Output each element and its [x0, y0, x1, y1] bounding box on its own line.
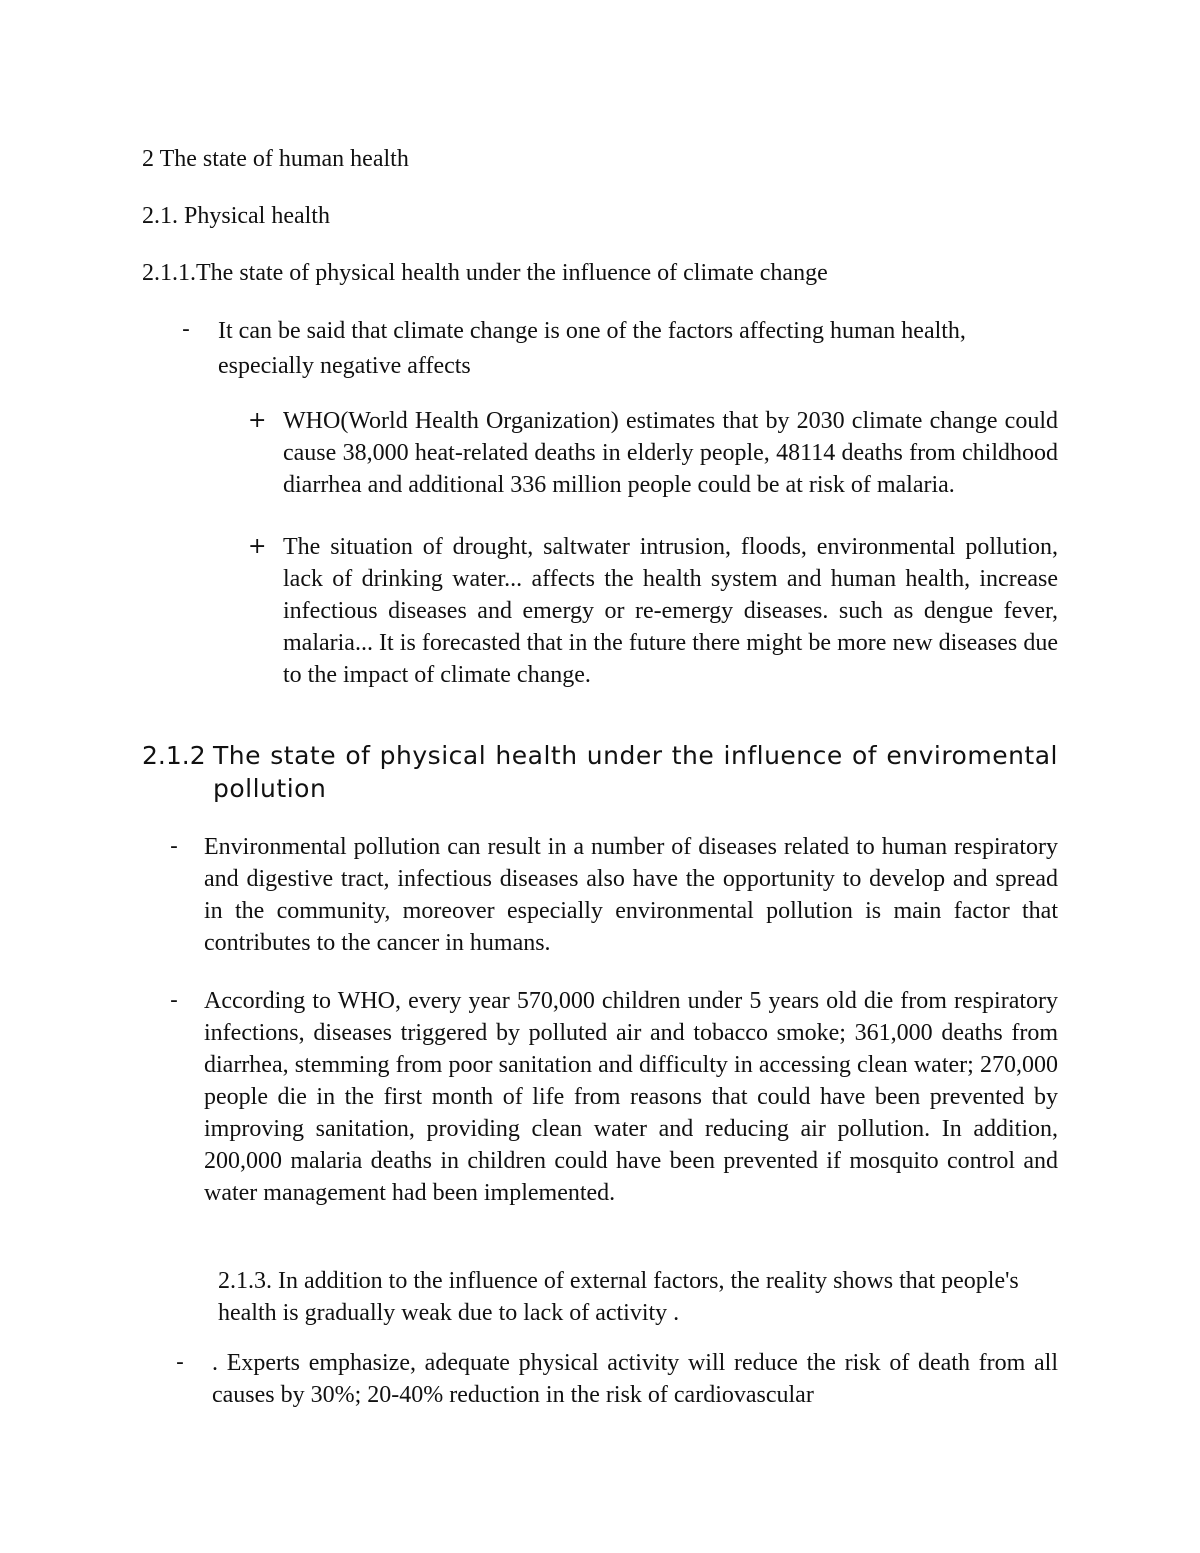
heading-section-2-1-1: 2.1.1.The state of physical health under the influence of climate change	[142, 260, 828, 286]
dash-bullet-marker: -	[170, 834, 178, 859]
dash-bullet-marker: -	[182, 317, 190, 342]
plus-bullet-marker: +	[248, 408, 267, 433]
who-child-deaths-paragraph: According to WHO, every year 570,000 children under 5 years old die from respiratory infections, diseases triggered by polluted air and tobacco smoke; 361,000 deaths from diarrhea, stemming from poor sanitation and difficulty in accessing clean water; 270,000 people die in the first month of life from reasons that could have been prevented by improving sanitation, providing clean water and reducing air pollution. In addition, 200,000 malaria deaths in children could have been prevented if mosquito control and water management had been implemented.	[204, 988, 1058, 1206]
who-estimate-paragraph: WHO(World Health Organization) estimates that by 2030 climate change could cause 38,000 heat-related deaths in elderly people, 48114 deaths from childhood diarrhea and additional 336 million people could be at risk of malaria.	[283, 408, 1058, 498]
climate-intro-paragraph: It can be said that climate change is one of the factors affecting human health, especially negative affects	[218, 318, 966, 379]
dash-bullet-marker: -	[176, 1350, 184, 1375]
physical-activity-paragraph: . Experts emphasize, adequate physical activity will reduce the risk of death from all causes by 30%; 20-40% reduction in the risk of cardiovascular	[212, 1350, 1058, 1408]
dash-bullet-marker: -	[170, 988, 178, 1013]
pollution-diseases-paragraph: Environmental pollution can result in a number of diseases related to human respiratory and digestive tract, infectious diseases also have the opportunity to develop and spread in the community, moreover especially environmental pollution is main factor that contributes to the cancer in humans.	[204, 834, 1058, 956]
heading-section-2-1-3: 2.1.3. In addition to the influence of external factors, the reality shows that people's health is gradually weak due to lack of activity .	[218, 1268, 1019, 1326]
heading-section-2-1: 2.1. Physical health	[142, 203, 330, 229]
heading-section-2-1-2-number: 2.1.2	[142, 741, 206, 770]
drought-situation-paragraph: The situation of drought, saltwater intrusion, floods, environmental pollution, lack of drinking water... affects the health system and human health, increase infectious diseases and emergy or re-emergy diseases. such as dengue fever, malaria... It is forecasted that in the future there might be more new diseases due to the impact of climate change.	[283, 534, 1058, 688]
plus-bullet-marker: +	[248, 534, 267, 559]
heading-section-2: 2 The state of human health	[142, 146, 409, 172]
heading-section-2-1-2-title: The state of physical health under the influence of enviromental pollution	[213, 741, 1058, 803]
